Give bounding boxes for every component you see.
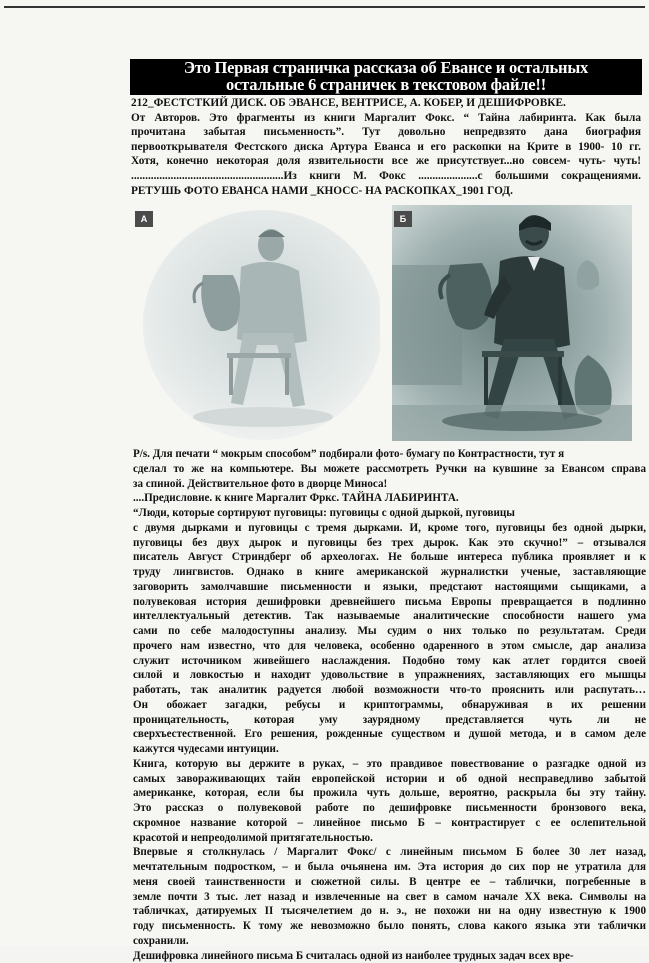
photo-b-image bbox=[392, 205, 632, 441]
article-body bbox=[133, 447, 646, 963]
body-line: сохранили. bbox=[133, 934, 646, 949]
body-line: мечтательным подростком, – и была очьянена им. Эта история до сих пор не утратила для bbox=[133, 860, 646, 875]
body-line: служит источником живейшего наслаждения. Подобно тому как атлет гордится своей bbox=[133, 654, 646, 669]
body-line: Он обожает загадки, ребусы и криптограммы, обнаруживая в их решении bbox=[133, 698, 646, 713]
body-line: скромное название которой – линейное письмо Б – контрастирует с ее ослепительной bbox=[133, 816, 646, 831]
body-line: кажутся чудесами интуиции. bbox=[133, 742, 646, 757]
body-line: Дешифровка линейного письма Б считалась одной из наиболее трудных задач всех вре- bbox=[133, 949, 646, 963]
photo-a-original bbox=[133, 205, 380, 441]
photo-b-label: Б bbox=[394, 211, 412, 227]
intro-text bbox=[131, 96, 641, 198]
banner-line-1: Это Первая страничка рассказа об Евансе и остальных bbox=[130, 60, 642, 77]
top-border-line bbox=[4, 6, 645, 8]
intro-line: От Авторов. Это фрагменты из книги Маргалит Фокс. “ Тайна лабиринта. Как была bbox=[131, 111, 641, 126]
body-line: “Люди, которые сортируют пуговицы: пуговицы с одной дыркой, пуговицы bbox=[133, 506, 646, 521]
body-line: заговорить замолчавшие письменности и языки, предстают настоящими сыщиками, а bbox=[133, 580, 646, 595]
body-line: сверхъестественной. Его решения, рожденные существом и душой метода, и в самом деле bbox=[133, 727, 646, 742]
body-line: труду лингвистов. Однако в книге американской журналистки ученые, заставляющие bbox=[133, 565, 646, 580]
body-line: ....Предисловие. к книге Маргалит Фркс. ТАЙНА ЛАБИРИНТА. bbox=[133, 491, 646, 506]
intro-line: Хотя, конечно некоторая доля язвительности все же присутствует...но совсем- чуть- чуть! bbox=[131, 154, 641, 169]
intro-line: первооткрывателя Фестского диска Артура Еванса и его раскопки на Крите в 1900- 10 гг. bbox=[131, 140, 641, 155]
body-line: полувековая история дешифровки древнейшего письма Европы превращается в подлинно bbox=[133, 595, 646, 610]
body-line: американке, которая, если бы прожила чуть дольше, вероятно, раскрыла бы эту тайну. bbox=[133, 786, 646, 801]
body-line: с двумя дырками и пуговицы с тремя дырками. И, кроме того, пуговицы без одной дырки, bbox=[133, 521, 646, 536]
body-line: интеллектуальный детектив. Так называемые аналитические способности нашего ума bbox=[133, 609, 646, 624]
body-line: самых завораживающих тайн европейской истории и об одной несправедливо забытой bbox=[133, 772, 646, 787]
body-line: Впервые я столкнулась / Маргалит Фокс/ с линейным письмом Б более 30 лет назад, bbox=[133, 845, 646, 860]
body-line: Это рассказ о полувековой работе по дешифровке письменности бронзового века, bbox=[133, 801, 646, 816]
body-line: табличках, датируемых II тысячелетием до н. э., не похожи ни на одну известную к 1900 bbox=[133, 904, 646, 919]
body-line: сами по себе малодоступны анализу. Мы судим о них только по результатам. Среди bbox=[133, 624, 646, 639]
body-line: за спиной. Действительное фото в дворце Миноса! bbox=[133, 477, 646, 492]
intro-line: ......................................................Из книги М. Фокс .....................с большими сокращениями. bbox=[131, 169, 641, 184]
body-line: работать, так аналитик радуется любой возможности что-то прояснить или распутать… bbox=[133, 683, 646, 698]
photo-a-image bbox=[133, 205, 380, 441]
banner-line-2: остальные 6 страничек в текстовом файле!! bbox=[130, 77, 642, 94]
body-line: проницательность, которая уму заурядному представляется чуть ли не bbox=[133, 713, 646, 728]
body-line: Книга, которую вы держите в руках, – это правдивое повествование о разгадке одной из bbox=[133, 757, 646, 772]
body-line: пуговицы без двух дырок и пуговицы без трех дырок. Как это скучно!” – отзывался bbox=[133, 536, 646, 551]
body-line: писатель Август Стриндберг об археологах. Не больше интереса публика проявляет и к bbox=[133, 550, 646, 565]
title-banner bbox=[130, 59, 642, 95]
body-line: P/s. Для печати “ мокрым способом” подбирали фото- бумагу по Контрастности, тут я bbox=[133, 447, 646, 462]
intro-line: 212_ФЕСТСТКИЙ ДИСК. ОБ ЭВАНСЕ, ВЕНТРИСЕ, А. КОБЕР, И ДЕШИФРОВКЕ. bbox=[131, 96, 641, 111]
photo-b-retouched bbox=[392, 205, 632, 441]
body-line: меня своей таинственности и сюжетной силы. В центре ее – таблички, погребенные в bbox=[133, 875, 646, 890]
intro-line: РЕТУШЬ ФОТО ЕВАНСА НАМИ _КНОСС- НА РАСКОПКАХ_1901 ГОД. bbox=[131, 184, 641, 199]
body-line: силой и ловкостью и находит удовольствие в упражнениях, заставляющих его мышцы bbox=[133, 668, 646, 683]
body-line: году письменность. К тому же невозможно было понять, слова какого языка эти таблички bbox=[133, 919, 646, 934]
body-line: сделал то же на компьютере. Вы можете рассмотреть Ручки на кувшине за Евансом справа bbox=[133, 462, 646, 477]
body-line: земле почти 3 тыс. лет назад и извлеченные на свет в самом начале XX века. Символы на bbox=[133, 890, 646, 905]
body-line: прочего нам известно, что для человека, особенно одаренного в этом смысле, дар анализа bbox=[133, 639, 646, 654]
intro-line: прочитана забытая письменность”. Тут довольно непредвзято дана биография bbox=[131, 125, 641, 140]
photo-a-label: А bbox=[135, 211, 153, 227]
body-line: красотой и непреодолимой притягательностью. bbox=[133, 831, 646, 846]
